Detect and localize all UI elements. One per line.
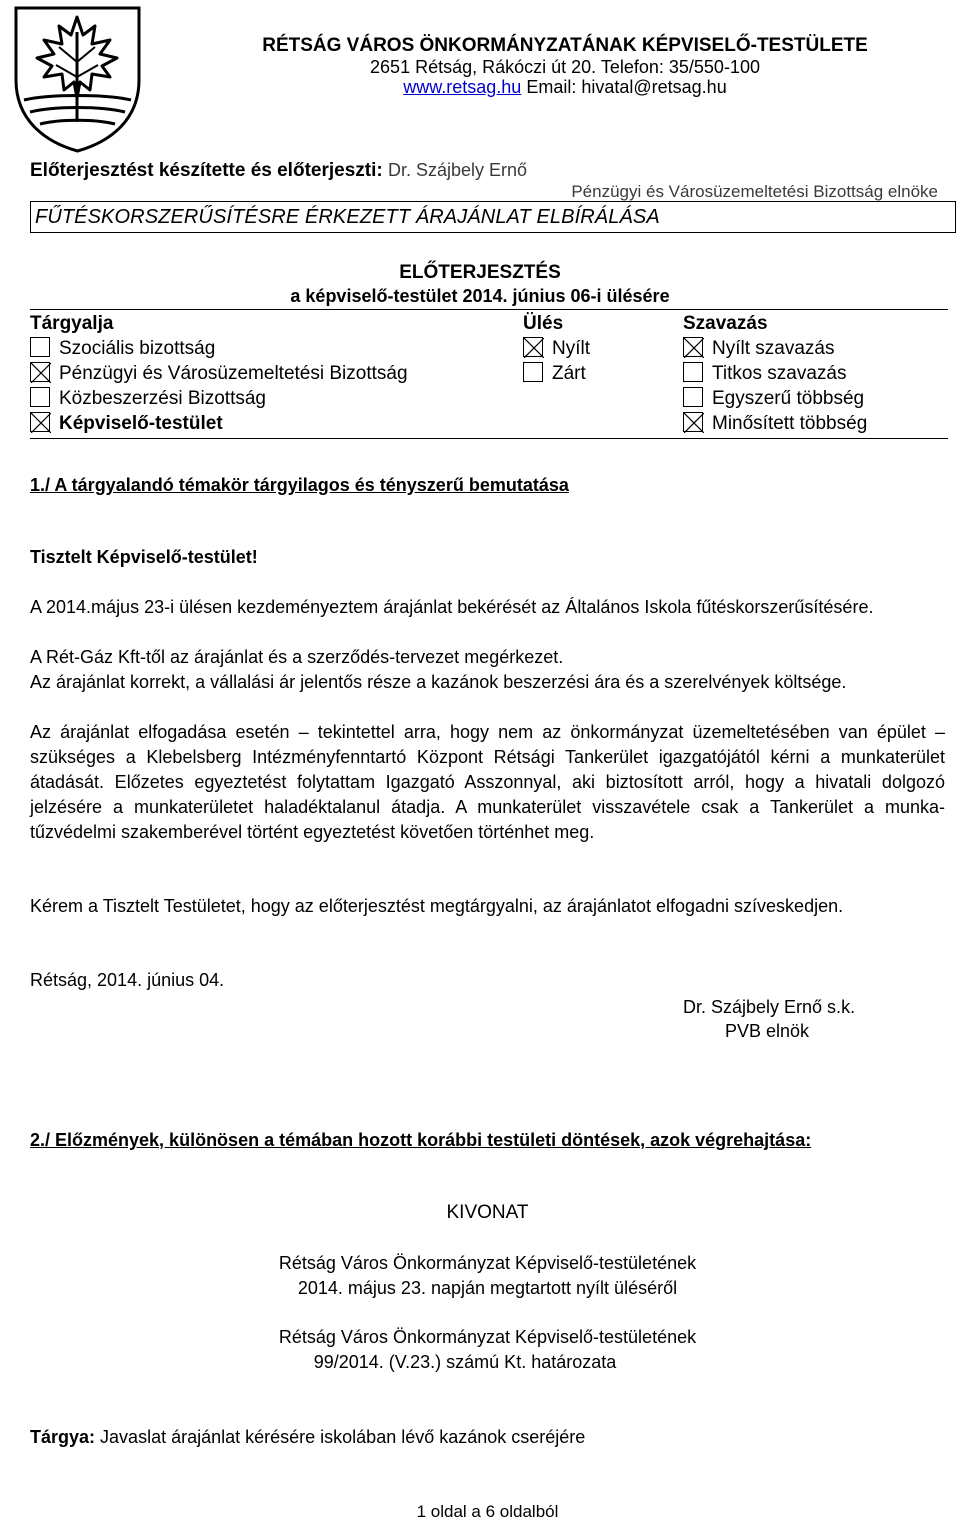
signature-title: PVB elnök (725, 1021, 810, 1041)
submitter-label: Előterjesztést készítette és előterjeszti: (30, 160, 383, 181)
paragraph-4: Az árajánlat elfogadása esetén – tekintettel arra, hogy nem az önkormányzat üzemeltetésében van épület – szükséges a Klebelsberg Intézményfenntartó Központ Rétsági Tankerület igazgatójától kérni a munkaterület átadását. Előzetes egyeztetést folytattam Igazgató Asszonnyal, aki biztosított arról, hogy a hivatali dolgozó jelzésére a munkaterületet haladéktalanul átadja. A munkaterület visszavétele csak a Tankerület a munka-tűzvédelmi szakemberével történt egyeztetést követően történhet meg. (30, 722, 945, 842)
paragraph-1: A 2014.május 23-i ülésen kezdeményeztem árajánlat bekérését az Általános Iskola fűtéskorszerűsítésére. (30, 597, 874, 617)
letterhead (190, 34, 940, 97)
divider-top (30, 309, 948, 310)
targyalja-item: Közbeszerzési Bizottság (30, 386, 266, 411)
signature-name: Dr. Szájbely Ernő s.k. (683, 997, 856, 1017)
submitter-name: Dr. Szájbely Ernő (387, 160, 528, 180)
greeting: Tisztelt Képviselő-testület! (30, 547, 258, 567)
divider-bottom (30, 438, 948, 439)
subject-label: Tárgya: (30, 1427, 96, 1447)
website-link[interactable]: www.retsag.hu (403, 77, 522, 97)
szavazas-item: Nyílt szavazás (683, 336, 834, 361)
town-coat-of-arms-logo (10, 2, 145, 154)
ules-item: Nyílt (523, 336, 590, 361)
source-line-1: Rétság Város Önkormányzat Képviselő-testületének (278, 1253, 697, 1273)
source-line-2: 2014. május 23. napján megtartott nyílt üléséről (297, 1278, 678, 1298)
checkbox-unchecked[interactable] (683, 387, 703, 407)
section2-heading: 2./ Előzmények, különösen a témában hozott korábbi testületi döntések, azok végrehajtása: (30, 1130, 812, 1150)
checkbox-unchecked[interactable] (523, 362, 543, 382)
checkbox-unchecked[interactable] (30, 387, 50, 407)
subject-text: Javaslat árajánlat kérésére iskolában lévő kazánok cseréjére (100, 1427, 586, 1447)
subject-title: FŰTÉSKORSZERŰSÍTÉSRE ÉRKEZETT ÁRAJÁNLAT ELBÍRÁLÁSA (35, 206, 660, 228)
szavazas-item: Egyszerű többség (683, 386, 864, 411)
submitter-line (30, 158, 527, 183)
checkbox-unchecked[interactable] (30, 337, 50, 357)
szavazas-item: Titkos szavazás (683, 361, 846, 386)
paragraph-3: Az árajánlat korrekt, a vállalási ár jelentős része a kazánok beszerzési ára és a szerelvények költsége. (30, 672, 847, 692)
szavazas-item: Minősített többség (683, 411, 867, 436)
targyalja-item: Képviselő-testület (30, 411, 223, 436)
paragraph-2: A Rét-Gáz Kft-től az árajánlat és a szerződés-tervezet megérkezet. (30, 647, 564, 667)
place-date: Rétság, 2014. június 04. (30, 970, 225, 990)
paragraph-5: Kérem a Tisztelt Testületet, hogy az előterjesztést megtárgyalni, az árajánlatot elfogadni szíveskedjen. (30, 896, 844, 916)
header-szavazas: Szavazás (683, 313, 768, 334)
kivonat-heading: KIVONAT (446, 1202, 529, 1223)
checkbox-checked[interactable] (523, 337, 543, 357)
council-email: Email: hivatal@retsag.hu (526, 77, 727, 97)
council-address: 2651 Rétság, Rákóczi út 20. Telefon: 35/550-100 (370, 57, 760, 77)
checkbox-checked[interactable] (30, 412, 50, 432)
proposal-subheading: a képviselő-testület 2014. június 06-i ülésére (290, 286, 670, 306)
targyalja-item: Pénzügyi és Városüzemeltetési Bizottság (30, 361, 408, 386)
targyalja-item: Szociális bizottság (30, 336, 215, 361)
resolution-line-2: 99/2014. (V.23.) számú Kt. határozata (313, 1352, 617, 1372)
ules-item: Zárt (523, 361, 586, 386)
header-ules: Ülés (523, 313, 564, 334)
header-targyalja: Tárgyalja (30, 313, 114, 334)
checkbox-unchecked[interactable] (683, 362, 703, 382)
resolution-line-1: Rétság Város Önkormányzat Képviselő-testületének (278, 1327, 697, 1347)
proposal-heading: ELŐTERJESZTÉS (399, 262, 561, 283)
section1-heading: 1./ A tárgyalandó témakör tárgyilagos és tényszerű bemutatása (30, 475, 569, 495)
subject-line (30, 1425, 585, 1450)
checkbox-checked[interactable] (683, 412, 703, 432)
checkbox-checked[interactable] (683, 337, 703, 357)
subject-title-box (30, 201, 956, 233)
council-title: RÉTSÁG VÁROS ÖNKORMÁNYZATÁNAK KÉPVISELŐ-TESTÜLETE (262, 35, 868, 56)
page-number: 1 oldal a 6 oldalból (416, 1502, 559, 1521)
submitter-role: Pénzügyi és Városüzemeltetési Bizottság elnöke (571, 182, 938, 201)
checkbox-checked[interactable] (30, 362, 50, 382)
